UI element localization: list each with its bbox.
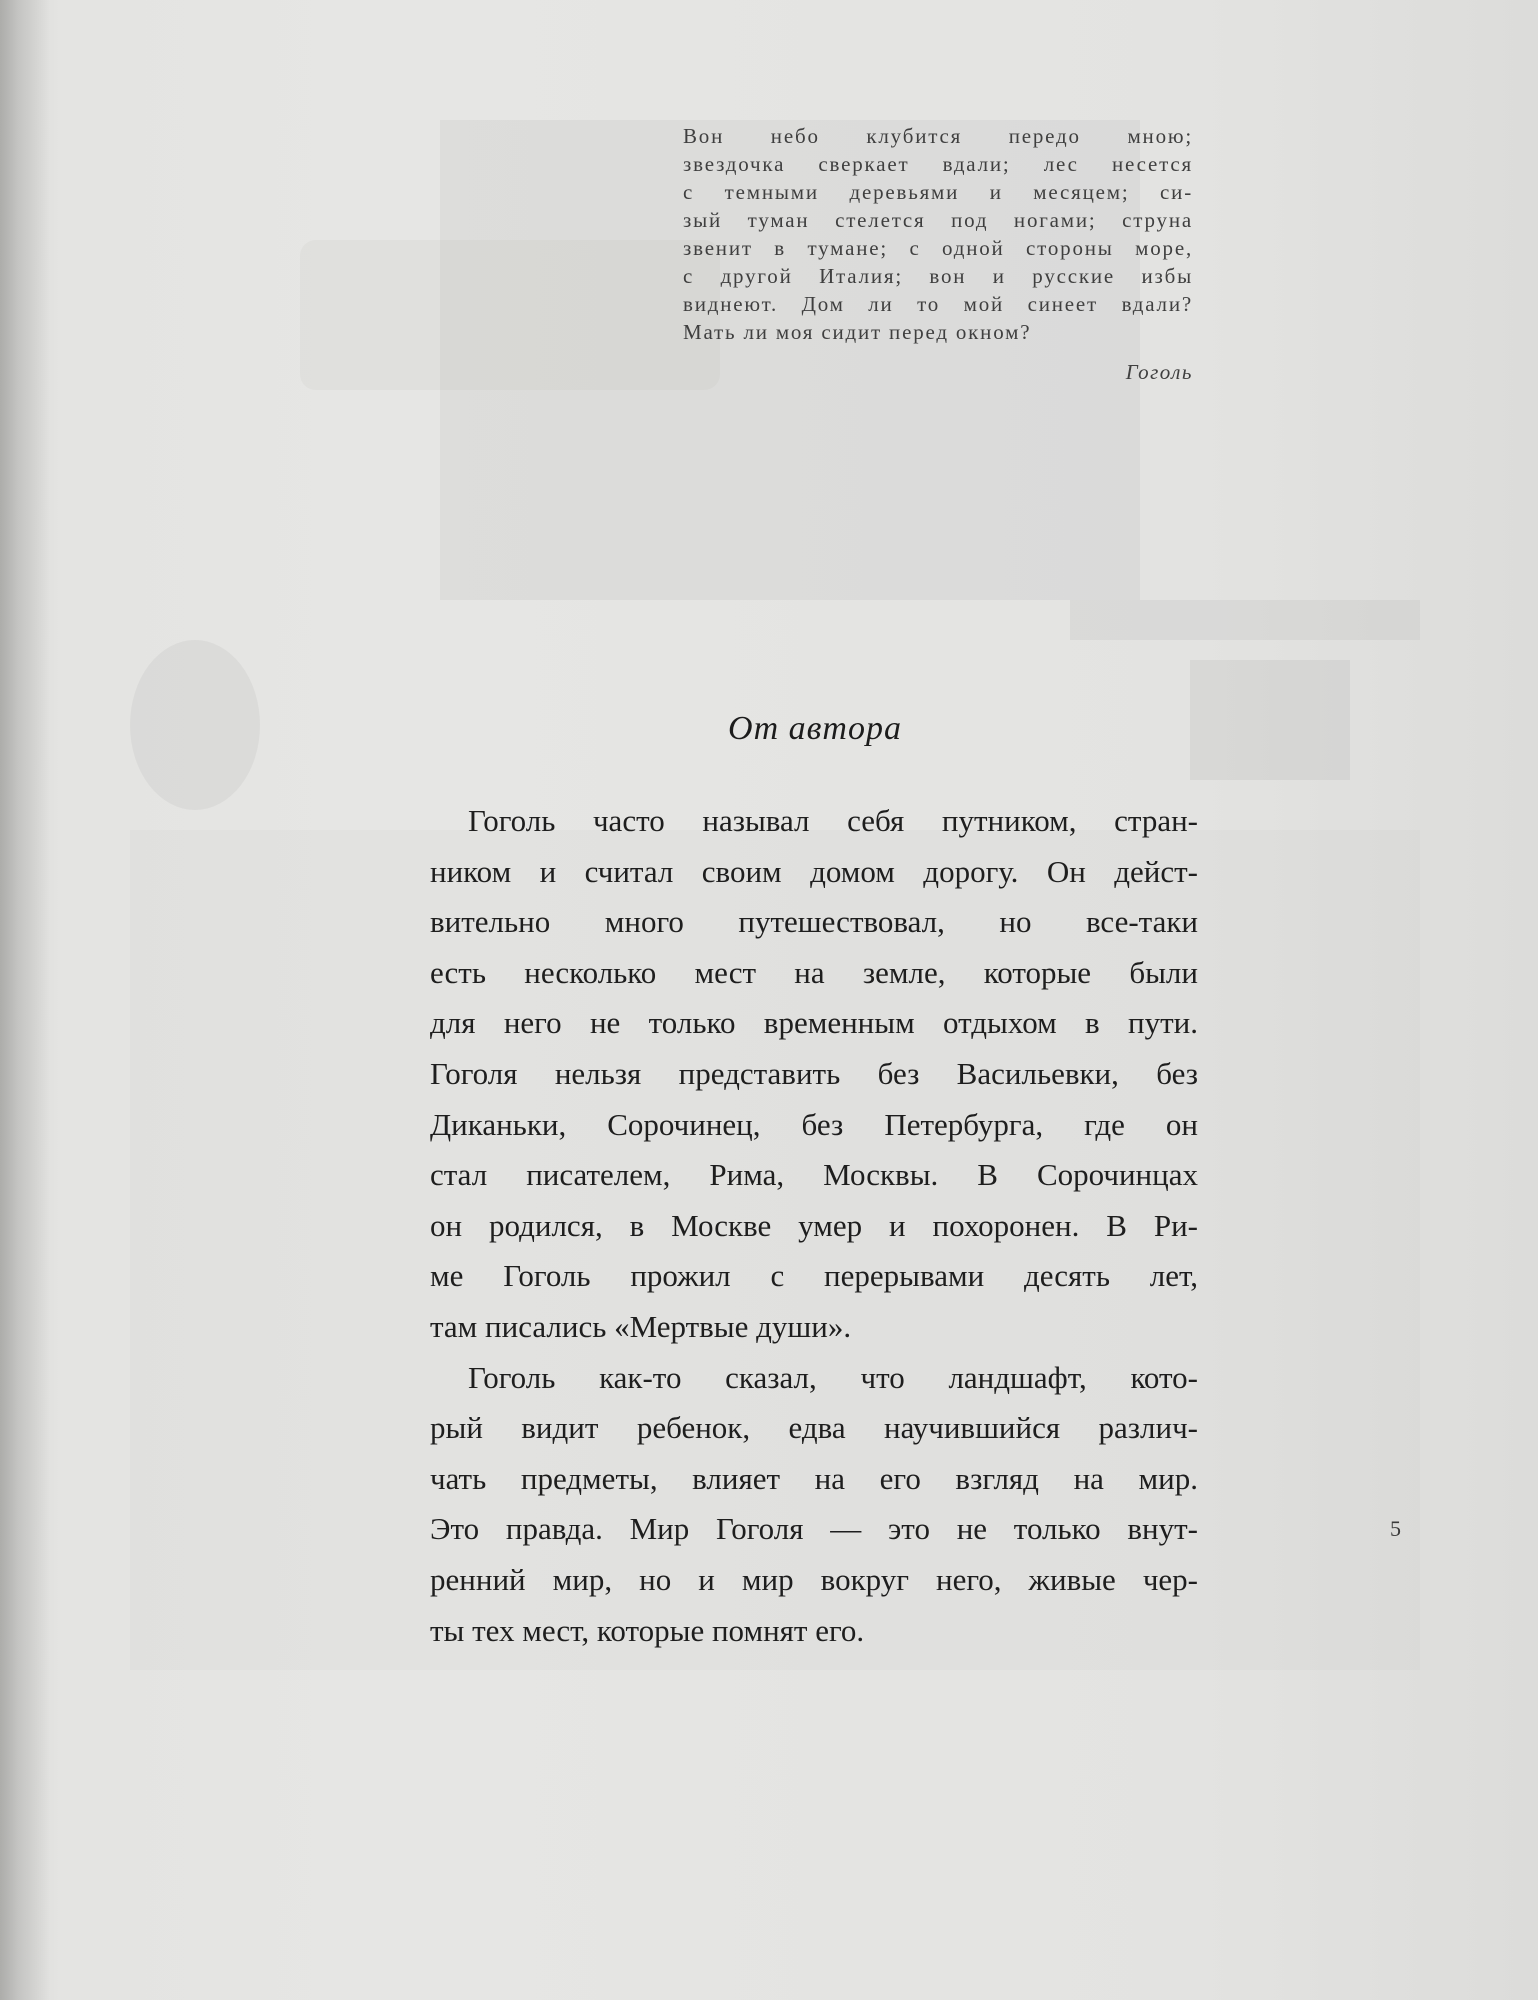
- epigraph: [683, 122, 1193, 346]
- epigraph-line: зый туман стелется под ногами; струна: [683, 208, 1193, 232]
- text-line: Гоголя нельзя представить без Васильевки, без: [430, 1055, 1198, 1091]
- text-line: Гоголь как-то сказал, что ландшафт, кото-: [468, 1359, 1198, 1395]
- show-through-picture: [1190, 660, 1350, 780]
- page-number: 5: [1390, 1516, 1401, 1541]
- text-line: Это правда. Мир Гоголя — это не только внут-: [430, 1511, 1198, 1547]
- show-through-band: [1070, 600, 1420, 640]
- text-line: стал писателем, Рима, Москвы. В Сорочинцах: [430, 1157, 1198, 1193]
- epigraph-line: Мать ли моя сидит перед окном?: [683, 320, 1032, 344]
- text-line: Диканьки, Сорочинец, без Петербурга, где он: [430, 1106, 1198, 1142]
- gutter-shadow: [0, 0, 50, 2000]
- text-line: ренний мир, но и мир вокруг него, живые чер-: [430, 1561, 1198, 1597]
- text-line: ме Гоголь прожил с перерывами десять лет,: [430, 1258, 1198, 1294]
- epigraph-line: звездочка сверкает вдали; лес несется: [683, 152, 1193, 176]
- show-through-sign: [300, 240, 720, 390]
- epigraph-line: с темными деревьями и месяцем; си-: [683, 180, 1193, 204]
- text-line: чать предметы, влияет на его взгляд на мир.: [430, 1460, 1198, 1496]
- epigraph-line: с другой Италия; вон и русские избы: [683, 264, 1193, 288]
- show-through-medallion: [130, 640, 260, 810]
- paragraph: [430, 1353, 1198, 1657]
- text-line: рый видит ребенок, едва научившийся различ-: [430, 1410, 1198, 1446]
- text-line: там писались «Мертвые души».: [430, 1308, 852, 1344]
- text-line: ником и считал своим домом дорогу. Он дейст-: [430, 853, 1198, 889]
- epigraph-author: Гоголь: [1125, 360, 1193, 384]
- text-line: Гоголь часто называл себя путником, стран-: [468, 803, 1198, 838]
- text-line: ты тех мест, которые помнят его.: [430, 1612, 865, 1648]
- section-heading: От автора: [728, 710, 902, 747]
- body-text: [430, 796, 1198, 1656]
- epigraph-line: виднеют. Дом ли то мой синеет вдали?: [683, 292, 1193, 316]
- text-line: он родился, в Москве умер и похоронен. В Ри-: [430, 1207, 1198, 1243]
- epigraph-line: звенит в тумане; с одной стороны море,: [683, 236, 1193, 260]
- text-line: есть несколько мест на земле, которые были: [430, 954, 1198, 990]
- paragraph: [430, 796, 1198, 1353]
- text-line: вительно много путешествовал, но все-таки: [430, 904, 1198, 940]
- text-line: для него не только временным отдыхом в пути.: [430, 1005, 1198, 1041]
- epigraph-line: Вон небо клубится передо мною;: [683, 124, 1193, 148]
